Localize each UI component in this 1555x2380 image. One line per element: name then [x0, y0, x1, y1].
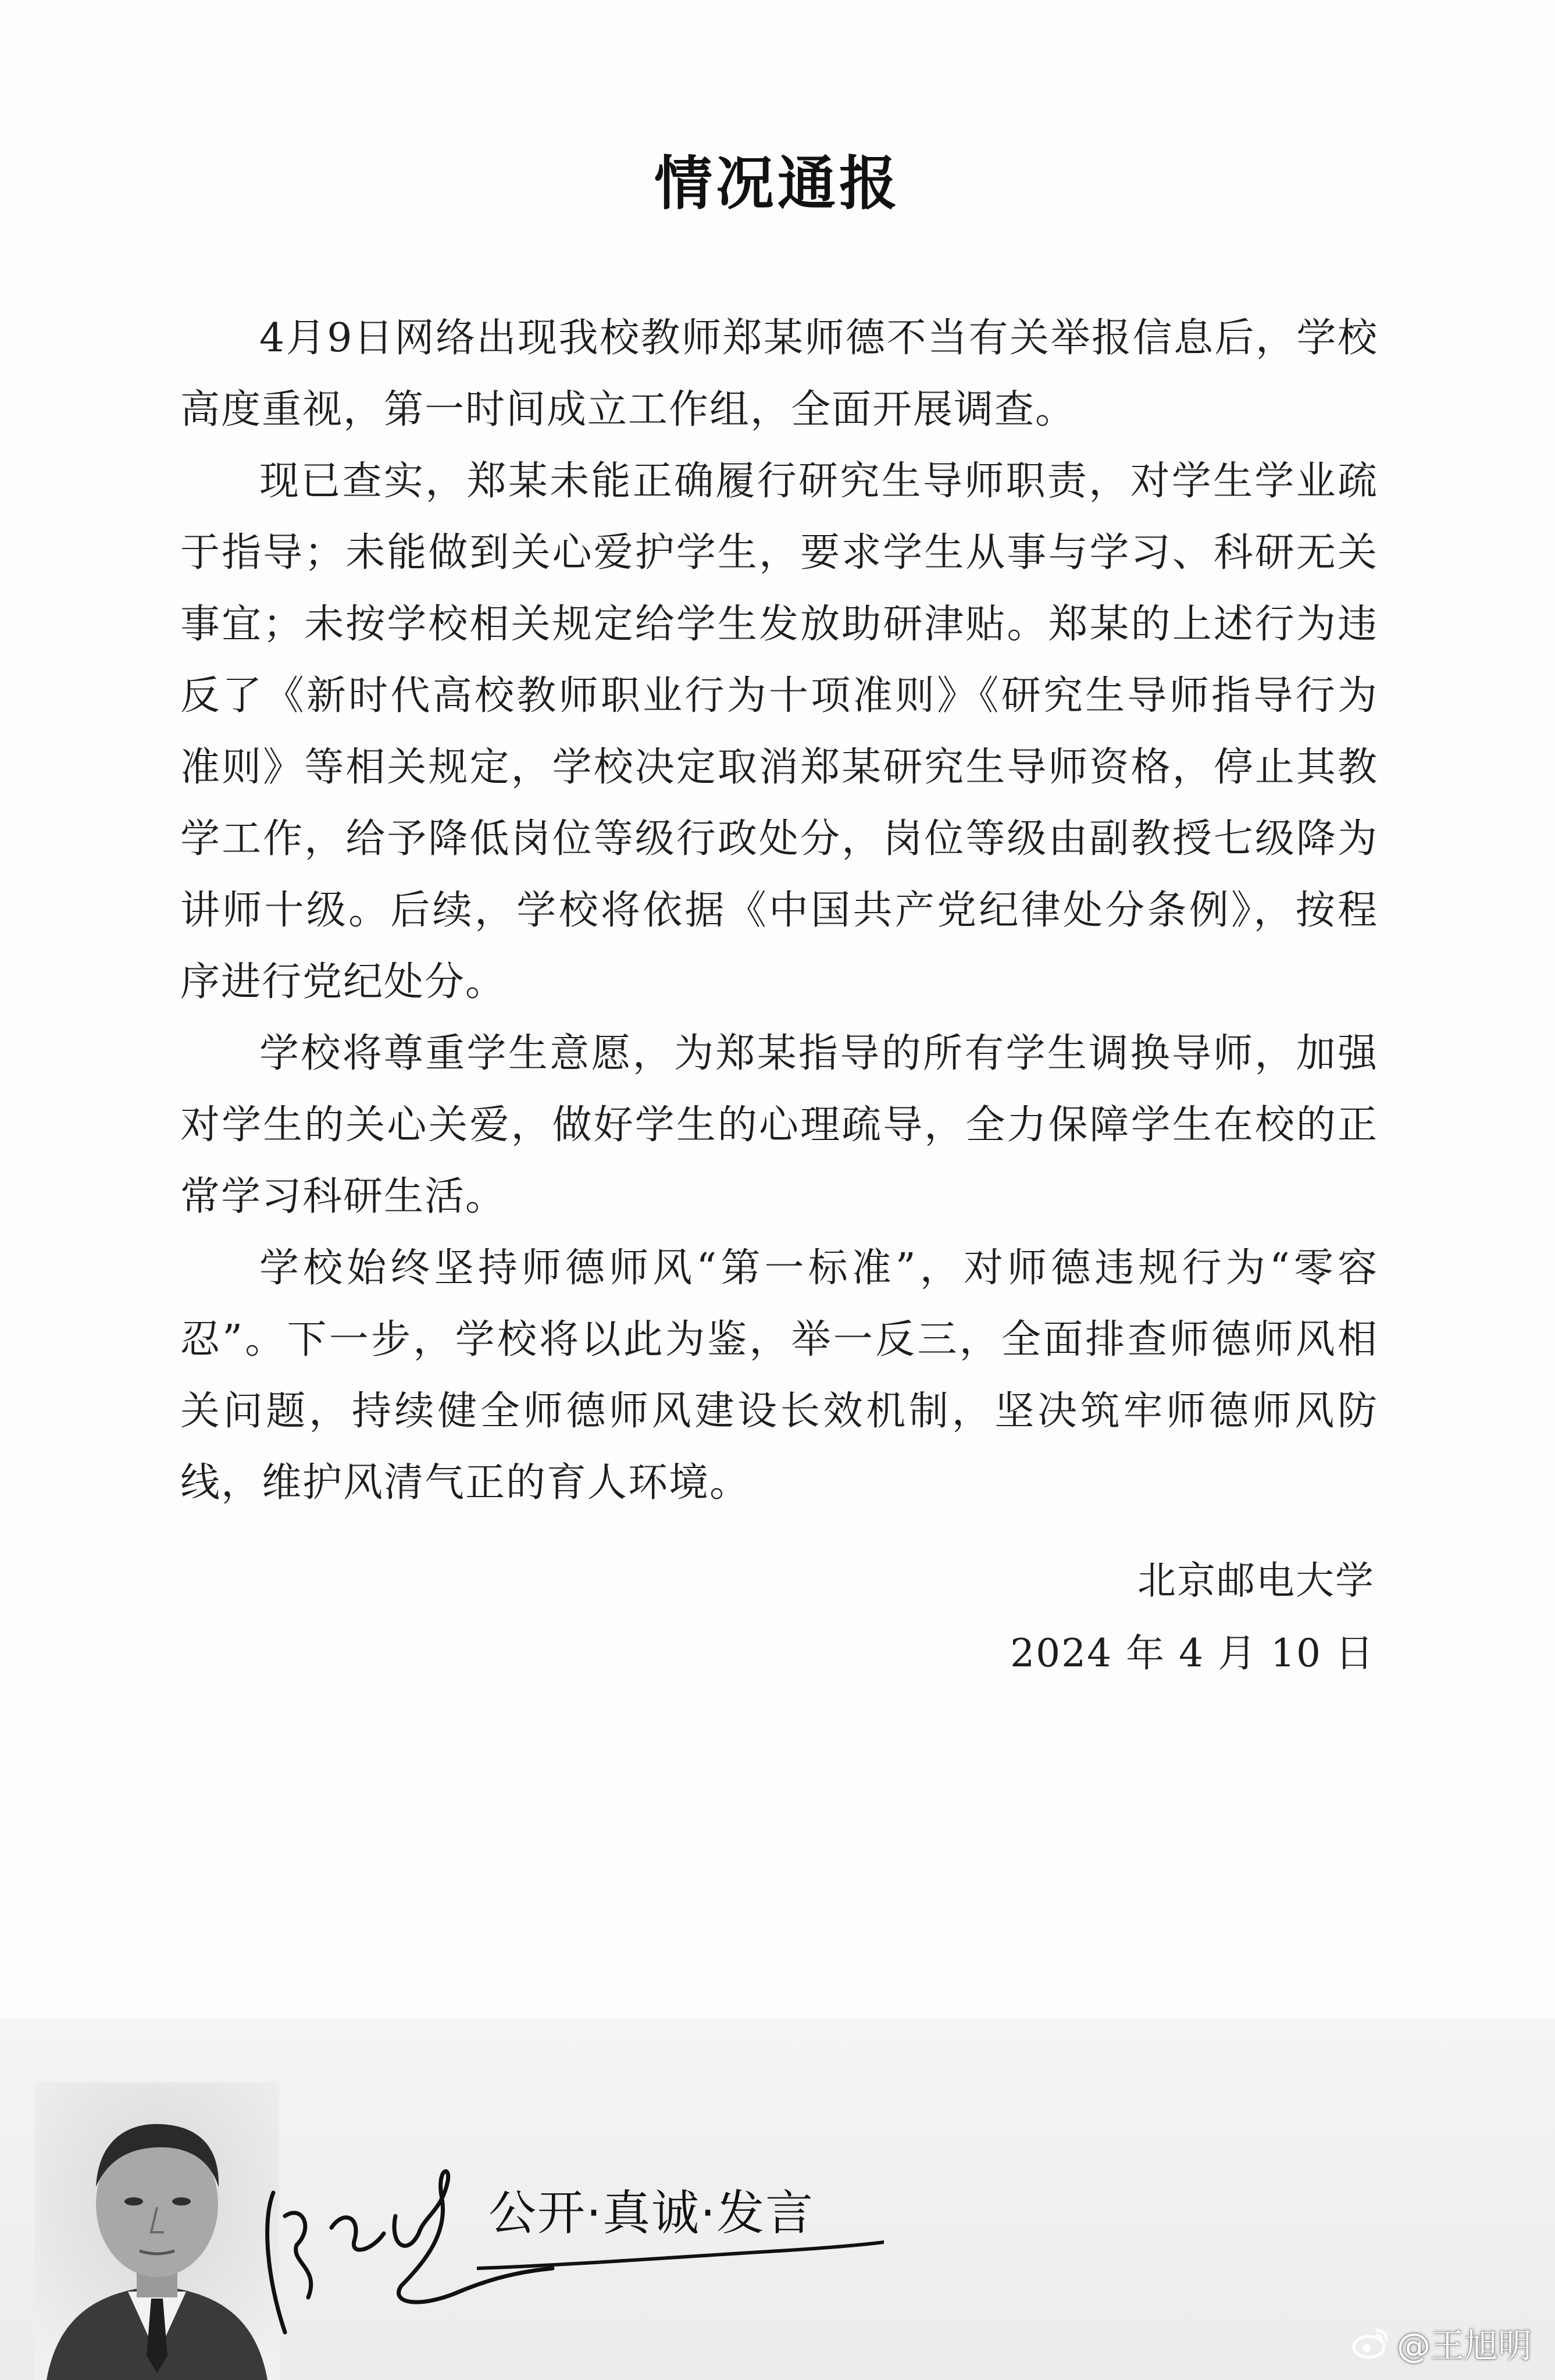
- notice-paragraph: 现已查实，郑某未能正确履行研究生导师职责，对学生学业疏于指导；未能做到关心爱护学生，要求学生从事与学习、科研无关事宜；未按学校相关规定给学生发放助研津贴。郑某的上述行为违反了《新时代高校教师职业行为十项准则》《研究生导师指导行为准则》等相关规定，学校决定取消郑某研究生导师资格，停止其教学工作，给予降低岗位等级行政处分，岗位等级由副教授七级降为讲师十级。后续，学校将依据《中国共产党纪律处分条例》，按程序进行党纪处分。: [180, 458, 1378, 1005]
- weibo-watermark: [1350, 2318, 1532, 2367]
- notice-body: [180, 302, 1378, 1519]
- slogan-text: 公开·真诚·发言: [488, 2186, 815, 2241]
- watermark-handle: @王旭明: [1396, 2326, 1532, 2365]
- notice-title: 情况通报: [654, 149, 901, 218]
- issuing-organization: 北京邮电大学: [1137, 1558, 1375, 1603]
- notice-signoff: [1010, 1544, 1375, 1690]
- notice-paragraph: 学校将尊重学生意愿，为郑某指导的所有学生调换导师，加强对学生的关心关爱，做好学生的心理疏导，全力保障学生在校的正常学习科研生活。: [180, 1031, 1378, 1220]
- issue-date: 2024 年 4 月 10 日: [1010, 1631, 1375, 1676]
- notice-paragraph: 学校始终坚持师德师风“第一标准”，对师德违规行为“零容忍”。下一步，学校将以此为鉴，举一反三，全面排查师德师风相关问题，持续健全师德师风建设长效机制，坚决筑牢师德师风防线，维护风清气正的育人环境。: [180, 1245, 1378, 1506]
- slogan-underline-stroke: [477, 2236, 884, 2277]
- author-banner: [0, 2018, 1555, 2380]
- weibo-logo-icon: [1350, 2322, 1391, 2363]
- notice-paragraph: 4月9日网络出现我校教师郑某师德不当有关举报信息后，学校高度重视，第一时间成立工作组，全面开展调查。: [180, 315, 1378, 433]
- portrait-photo: [35, 2082, 279, 2380]
